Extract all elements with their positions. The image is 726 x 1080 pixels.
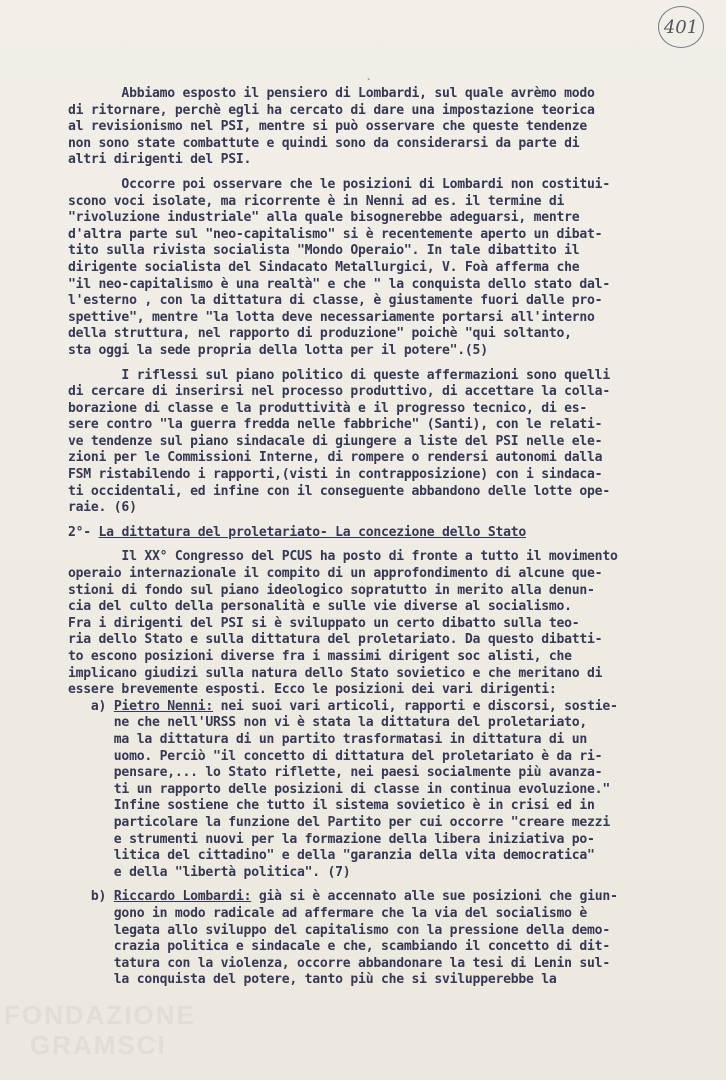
text-line: di cercare di inserirsi nel processo produttivo, di accettare la colla- [68, 384, 610, 400]
text-line: d'altra parte sul "neo-capitalismo" si è recentemente aperto un dibat- [68, 226, 603, 242]
text-line: tito sulla rivista socialista "Mondo Operaio". In tale dibattito il [68, 243, 580, 259]
item-a-name: Pietro Nenni: [113, 698, 214, 714]
archive-watermark [4, 1000, 196, 1060]
text-line: ti un rapporto delle posizioni di classe in continua evoluzione." [68, 781, 610, 797]
text-line: FSM ristabilendo i rapporti,(visti in contrapposizione) con i sindaca- [68, 467, 603, 483]
item-b-body [68, 906, 708, 989]
text-line: sere contro "la guerra fredda nelle fabbriche" (Santi), con le relati- [68, 417, 603, 433]
text-line: zioni per le Commissioni Interne, di rompere o rendersi autonomi dalla [68, 450, 603, 466]
text-line: borazione di classe e la produttività e il progresso tecnico, di es- [68, 400, 588, 416]
item-a-first-line [68, 699, 708, 716]
text-line: ma la dittatura di un partito trasformatasi in dittatura di un [68, 731, 588, 747]
text-line: cia del culto della personalità e sulle vie diverse al socialismo. [68, 599, 572, 615]
text-line: "rivoluzione industriale" alla quale bisognerebbe adeguarsi, mentre [68, 210, 580, 226]
section-heading [68, 525, 708, 542]
text-line: la conquista del potere, tanto più che si svilupperebbe la [68, 972, 557, 988]
text-line: implicano giudizi sulla natura dello Stato sovietico e che meritano di [68, 665, 603, 681]
text-line: essere brevemente esposti. Ecco le posizioni dei vari dirigenti: [68, 682, 557, 698]
text-line: ti occidentali, ed infine con il conseguente abbandono delle lotte ope- [68, 483, 610, 499]
text-line: al revisionismo nel PSI, mentre si può osservare che queste tendenze [68, 119, 588, 135]
text-line: I riflessi sul piano politico di queste affermazioni sono quelli [68, 367, 610, 383]
text-line: raie. (6) [68, 500, 137, 516]
text-line: Fra i dirigenti del PSI si è sviluppato un certo dibatto sulla teo- [68, 615, 580, 631]
item-b-name: Riccardo Lombardi: [113, 889, 252, 905]
text-line: tatura con la violenza, occorre abbandonare la tesi di Lenin sul- [68, 955, 610, 971]
item-a-body [68, 715, 708, 881]
page-number-stamp: 401 [658, 6, 704, 48]
text-line: ne che nell'URSS non vi è stata la dittatura del proletariato, [68, 715, 588, 731]
paragraph-3 [68, 368, 708, 517]
item-a-text: nei suoi vari articoli, rapporti e discorsi, sostie- [213, 698, 618, 714]
text-line: legata allo sviluppo del capitalismo con la pressione della demo- [68, 922, 610, 938]
text-line: scono voci isolate, ma ricorrente è in Nenni ad es. il termine di [68, 193, 565, 209]
text-line: Abbiamo esposto il pensiero di Lombardi, sul quale avrèmo modo [68, 86, 595, 101]
section-title: La dittatura del proletariato- La concezione dello Stato [98, 524, 527, 540]
text-line: gono in modo radicale ad affermare che la via del socialismo è [68, 905, 588, 921]
paragraph-4 [68, 549, 708, 698]
text-line: crazia politica e sindacale e che, scambiando il concetto di dit- [68, 939, 610, 955]
text-line: to escono posizioni diverse fra i massimi dirigent soc alisti, che [68, 649, 572, 664]
text-line: litica del cittadino" e della "garanzia della vita democratica" [68, 848, 595, 864]
section-number: 2°- [68, 524, 99, 540]
item-b-text: già si è accennato alle sue posizioni che giun- [251, 889, 618, 905]
text-line: l'esterno , con la dittatura di classe, è giustamente fuori dalle pro- [68, 293, 603, 309]
text-line: di ritornare, perchè egli ha cercato di dare una impostazione teorica [68, 102, 595, 118]
text-line: ria dello Stato e sulla dittatura del proletariato. Da questo dibatti- [68, 632, 603, 648]
text-line: ve tendenze sul piano sindacale di giungere a liste del PSI nelle ele- [68, 433, 603, 449]
text-line: non sono state combattute e quindi sono da considerarsi da parte di [68, 135, 580, 151]
item-b-marker: b) [68, 889, 114, 905]
text-line: particolare la funzione del Partito per cui occorre "creare mezzi [68, 814, 610, 830]
text-line: dirigente socialista del Sindacato Metallurgici, V. Foà afferma che [68, 259, 580, 275]
text-line: sta oggi la sede propria della lotta per il potere".(5) [68, 342, 488, 358]
text-line: stioni di fondo sul piano ideologico sopratutto in merito alla denun- [68, 582, 595, 598]
text-line: e strumenti nuovi per la formazione della libera iniziativa po- [68, 831, 595, 847]
paragraph-1 [68, 86, 708, 169]
text-line: Infine sostiene che tutto il sistema sovietico è in crisi ed in [68, 798, 595, 814]
item-b-first-line [68, 889, 708, 906]
stray-mark: ` [366, 78, 373, 89]
text-line: pensare,... lo Stato riflette, nei paesi socialmente più avanza- [68, 765, 603, 781]
item-a-marker: a) [68, 698, 114, 714]
text-line: della struttura, nel rapporto di produzione" poichè "qui soltanto, [68, 326, 572, 342]
watermark-line-2: GRAMSCI [30, 1030, 167, 1060]
text-line: spettive", mentre "la lotta deve necessariamente portarsi all'interno [68, 309, 595, 325]
watermark-line-1: FONDAZIONE [4, 1000, 196, 1030]
paragraph-2 [68, 177, 708, 360]
text-line: altri dirigenti del PSI. [68, 152, 252, 168]
text-line: Il XX° Congresso del PCUS ha posto di fronte a tutto il movimento [68, 549, 618, 565]
typewritten-text [68, 86, 708, 989]
text-line: "il neo-capitalismo è una realtà" e che " la conquista dello stato dal- [68, 276, 610, 292]
text-line: e della "libertà politica". (7) [68, 864, 351, 880]
text-line: Occorre poi osservare che le posizioni di Lombardi non costitui- [68, 176, 610, 192]
text-line: operaio internazionale il compito di un approfondimento di alcune que- [68, 566, 603, 582]
text-line: uomo. Perciò "il concetto di dittatura del proletariato è da ri- [68, 748, 603, 764]
